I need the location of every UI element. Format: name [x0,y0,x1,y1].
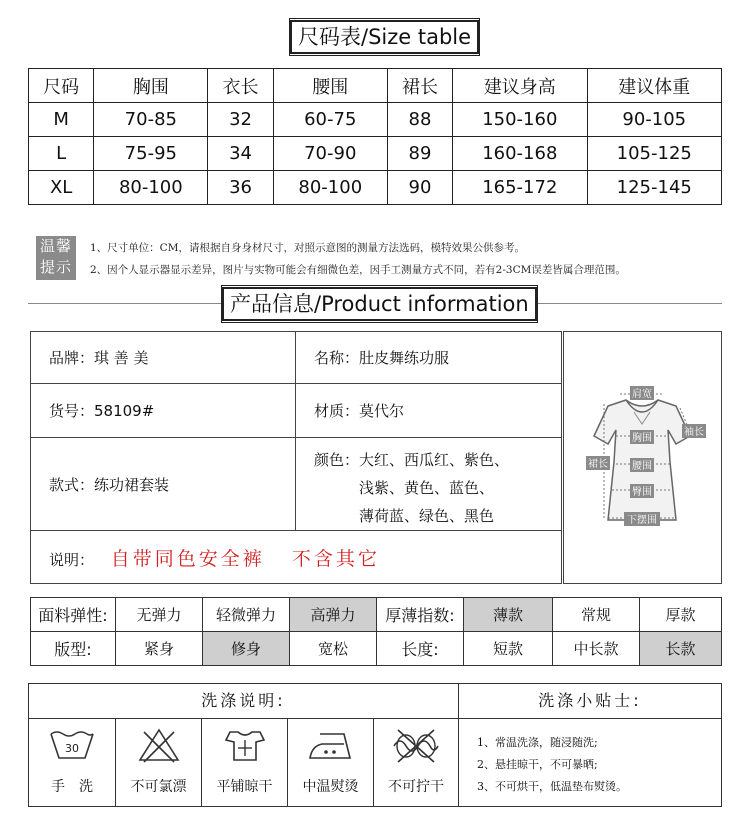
table-cell: L [29,137,94,171]
table-cell: 125-145 [587,171,721,205]
color-list-line: 大红、西瓜红、紫色、 [359,451,510,469]
table-cell: 150-160 [453,103,587,137]
table-cell: 105-125 [587,137,721,171]
material-cell: 材质：莫代尔 [296,384,562,438]
diagram-label: 臀围 [632,487,652,498]
no-bleach-icon [136,726,182,766]
product-info-title: 产品信息/Product information [222,287,537,321]
table-header-cell: 建议体重 [587,69,721,103]
attr-option-selected: 修身 [203,632,290,666]
size-table-title: 尺码表/Size table [290,20,479,54]
attr-option: 无弹力 [116,598,203,632]
attribute-table [30,597,722,666]
care-item [29,718,115,806]
iron-medium-icon [306,726,356,766]
table-cell: 34 [208,137,273,171]
color-list-line: 浅紫、黄色、蓝色、 [359,479,495,497]
table-row [29,137,722,171]
care-caption: 不可氯漂 [130,779,187,795]
table-cell: 88 [387,103,452,137]
table-cell: 32 [208,103,273,137]
table-cell: 75-95 [94,137,208,171]
care-caption: 平铺晾干 [216,779,273,795]
care-caption: 不可拧干 [388,779,444,795]
note-value: 自带同色安全裤 不含其它 [110,547,380,570]
table-cell: 90-105 [587,103,721,137]
table-cell: 80-100 [94,171,208,205]
wash-tip-line: 2、悬挂晾干，不可暴晒; [477,758,598,771]
table-cell: 90 [387,171,452,205]
diagram-label: 肩宽 [632,389,652,400]
diagram-label: 下摆围 [627,515,657,526]
hand-wash-icon [47,726,97,766]
table-header-cell: 尺码 [29,69,94,103]
table-cell: 36 [208,171,273,205]
table-row [29,103,722,137]
table-header-cell: 腰围 [273,69,387,103]
product-info-table [30,331,562,584]
tips-badge [36,236,76,280]
style-cell: 款式：练功裙套装 [31,438,296,531]
care-item [288,718,373,806]
tips-badge-line: 提示 [39,258,72,276]
thickness-label: 厚薄指数: [377,598,464,632]
table-cell: 89 [387,137,452,171]
table-cell: 160-168 [453,137,587,171]
attr-option: 中长款 [553,632,640,666]
note-label: 说明： [49,550,95,569]
attr-option: 紧身 [116,632,203,666]
table-row [31,598,722,632]
flat-dry-icon [222,726,268,766]
attr-option: 宽松 [290,632,377,666]
table-cell: 60-75 [273,103,387,137]
table-header-cell: 衣长 [208,69,273,103]
diagram-label: 裙长 [588,459,608,470]
table-header-cell: 裙长 [387,69,452,103]
size-table [28,68,722,205]
color-list-line: 薄荷蓝、绿色、黑色 [359,507,495,525]
table-cell: 70-85 [94,103,208,137]
wash-tips [459,718,721,806]
care-caption: 中温熨烫 [302,779,359,795]
diagram-label: 袖长 [684,427,704,438]
attr-option: 常规 [553,598,640,632]
tips-line-1: 1、尺寸单位：CM，请根据自身身材尺寸，对照示意图的测量方法选码，模特效果公供参考。 [90,242,525,254]
care-item [202,718,287,806]
table-row [31,632,722,666]
wash-tip-line: 3、不可烘干，低温垫布熨烫。 [477,780,627,793]
attr-option-selected: 长款 [640,632,722,666]
brand-cell: 品牌：琪 善 美 [31,332,296,384]
attr-option: 短款 [464,632,553,666]
table-cell: 70-90 [273,137,387,171]
attr-option-selected: 薄款 [464,598,553,632]
care-item [374,718,458,806]
fabric-elasticity-label: 面料弹性: [31,598,116,632]
length-label: 长度: [377,632,464,666]
table-row [29,171,722,205]
measurement-diagram [563,331,722,584]
attr-option: 轻微弹力 [203,598,290,632]
attr-option: 厚款 [640,598,722,632]
table-cell: XL [29,171,94,205]
table-cell: 165-172 [453,171,587,205]
diagram-label: 胸围 [632,433,652,444]
color-label: 颜色： [314,451,360,469]
tips-badge-line: 温馨 [39,237,72,255]
tips-line-2: 2、因个人显示器显示差异，图片与实物可能会有细微色差，因手工测量方式不同，若有2-3CM误差皆属合理范围。 [90,264,626,276]
table-cell: M [29,103,94,137]
note-cell [31,531,562,584]
wash-header-right: 洗涤小贴士: [459,684,721,719]
color-cell [296,438,562,531]
attr-option-selected: 高弹力 [290,598,377,632]
product-name-cell: 名称：肚皮舞练功服 [296,332,562,384]
wash-header-left: 洗涤说明: [29,684,459,719]
care-caption: 手 洗 [51,779,93,795]
table-cell: 80-100 [273,171,387,205]
sku-cell: 货号：58109# [31,384,296,438]
table-header-row [29,69,722,103]
fit-label: 版型: [31,632,116,666]
dress-diagram-icon [564,332,721,583]
diagram-label: 腰围 [632,461,652,472]
wash-instructions [28,683,722,807]
table-header-cell: 胸围 [94,69,208,103]
wash-tip-line: 1、常温洗涤，随浸随洗; [477,736,598,749]
table-header-cell: 建议身高 [453,69,587,103]
wash-temp: 30 [65,742,79,755]
no-wring-icon [390,726,442,766]
care-item [116,718,201,806]
